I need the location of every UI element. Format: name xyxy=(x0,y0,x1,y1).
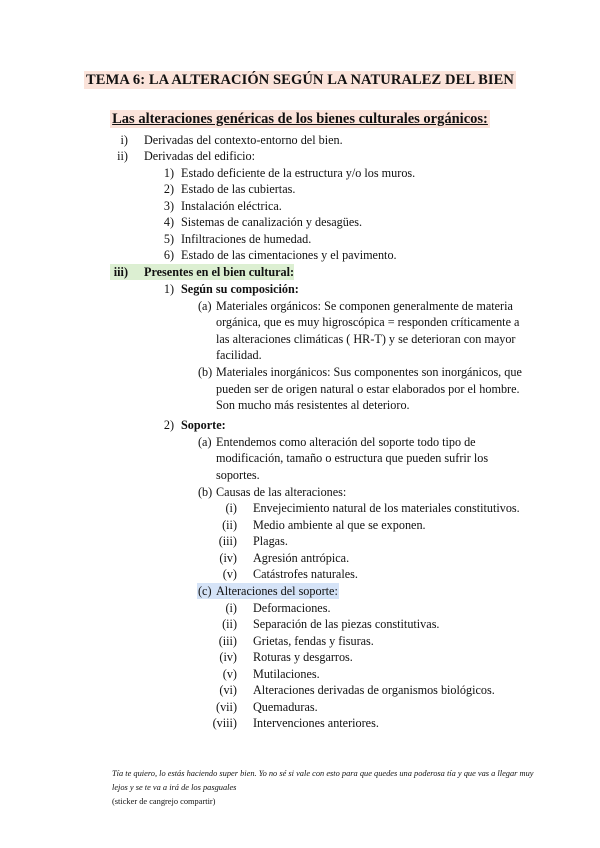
list-item: Grietas, fendas y fisuras. xyxy=(253,634,374,648)
list-marker: (ii) xyxy=(222,518,237,532)
list-marker: (iv) xyxy=(219,551,237,565)
paragraph-line: Materiales orgánicos: Se componen generalmente de materia xyxy=(216,299,513,313)
list-marker: (v) xyxy=(222,567,237,581)
list-item: Medio ambiente al que se exponen. xyxy=(253,518,426,532)
list-item: Instalación eléctrica. xyxy=(181,199,282,213)
list-marker: (iii) xyxy=(218,634,237,648)
list-marker: (iii) xyxy=(218,534,237,548)
list-marker: i) xyxy=(120,133,128,147)
list-item: Roturas y desgarros. xyxy=(253,650,353,664)
paragraph-line: pueden ser de origen natural o estar elaborados por el hombre. xyxy=(216,382,520,396)
list-item: Plagas. xyxy=(253,534,288,548)
list-marker: (viii) xyxy=(212,716,237,730)
paragraph-line: Materiales inorgánicos: Sus componentes son inorgánicos, que xyxy=(216,365,522,379)
list-item: Estado de las cubiertas. xyxy=(181,182,296,196)
list-marker: 2) xyxy=(163,182,174,196)
list-marker: (a) xyxy=(198,299,212,313)
list-item: Sistemas de canalización y desagües. xyxy=(181,215,363,229)
list-marker: (b) xyxy=(198,365,213,379)
list-marker: (i) xyxy=(225,501,237,515)
list-marker: (vii) xyxy=(216,700,237,714)
list-item: Estado deficiente de la estructura y/o los muros. xyxy=(181,166,416,180)
list-item: Agresión antrópica. xyxy=(253,551,350,565)
page-title xyxy=(0,72,600,89)
list-marker: (vi) xyxy=(219,683,237,697)
footer-note-line: (sticker de cangrejo compartir) xyxy=(112,797,216,806)
list-marker: 1) xyxy=(163,166,174,180)
paragraph-line: orgánica, que es muy higroscópica = responden críticamente a xyxy=(216,315,520,329)
subsection-heading: Soporte: xyxy=(181,418,226,432)
list-marker: 1) xyxy=(163,282,174,296)
paragraph-line: las alteraciones climáticas ( HR-T) y se deterioran con mayor xyxy=(216,332,516,346)
paragraph-line: facilidad. xyxy=(216,348,262,362)
list-marker: (iv) xyxy=(219,650,237,664)
paragraph-line: Son mucho más resistentes al deterioro. xyxy=(216,398,410,412)
list-item: Presentes en el bien cultural: xyxy=(144,265,295,279)
list-item: Mutilaciones. xyxy=(253,667,320,681)
list-item: Alteraciones derivadas de organismos biológicos. xyxy=(253,683,495,697)
list-marker: (a) xyxy=(198,435,212,449)
list-item: Catástrofes naturales. xyxy=(253,567,358,581)
list-marker: iii) xyxy=(113,265,128,279)
paragraph-line: soportes. xyxy=(216,468,260,482)
list-marker: 2) xyxy=(163,418,174,432)
list-item: Infiltraciones de humedad. xyxy=(181,232,312,246)
section-subtitle-text: Las alteraciones genéricas de los bienes culturales orgánicos: xyxy=(112,111,488,127)
list-item: Intervenciones anteriores. xyxy=(253,716,379,730)
section-subtitle xyxy=(0,111,600,128)
list-marker: 5) xyxy=(163,232,174,246)
list-item: Deformaciones. xyxy=(253,601,331,615)
page-title-text: TEMA 6: LA ALTERACIÓN SEGÚN LA NATURALEZ DEL BIEN xyxy=(86,72,514,88)
list-item: Estado de las cimentaciones y el pavimento. xyxy=(181,248,397,262)
list-marker: (c) xyxy=(198,584,212,598)
list-item: Derivadas del edificio: xyxy=(144,149,255,163)
list-marker: 4) xyxy=(163,215,174,229)
list-marker: (ii) xyxy=(222,617,237,631)
list-marker: 3) xyxy=(163,199,174,213)
list-item: Derivadas del contexto-entorno del bien. xyxy=(144,133,343,147)
footer-note-line: lejos y se te va a irá de los pasguales xyxy=(112,783,237,792)
list-item: Envejecimiento natural de los materiales constitutivos. xyxy=(253,501,520,515)
list-marker: (i) xyxy=(225,601,237,615)
paragraph-line: modificación, tamaño o estructura que pueden sufrir los xyxy=(216,451,489,465)
paragraph-line: Entendemos como alteración del soporte todo tipo de xyxy=(216,435,476,449)
subsection-heading: Según su composición: xyxy=(181,282,299,296)
list-marker: 6) xyxy=(163,248,174,262)
list-item: Quemaduras. xyxy=(253,700,318,714)
list-marker: (b) xyxy=(198,485,213,499)
list-item: Alteraciones del soporte: xyxy=(216,584,338,598)
list-marker: (v) xyxy=(222,667,237,681)
list-item: Separación de las piezas constitutivas. xyxy=(253,617,440,631)
list-marker: ii) xyxy=(117,149,128,163)
footer-note-line: Tía te quiero, lo estás haciendo super bien. Yo no sé si vale con esto para que quedes una poderosa tía y que vas a llegar muy xyxy=(112,769,534,778)
list-item: Causas de las alteraciones: xyxy=(216,485,347,499)
